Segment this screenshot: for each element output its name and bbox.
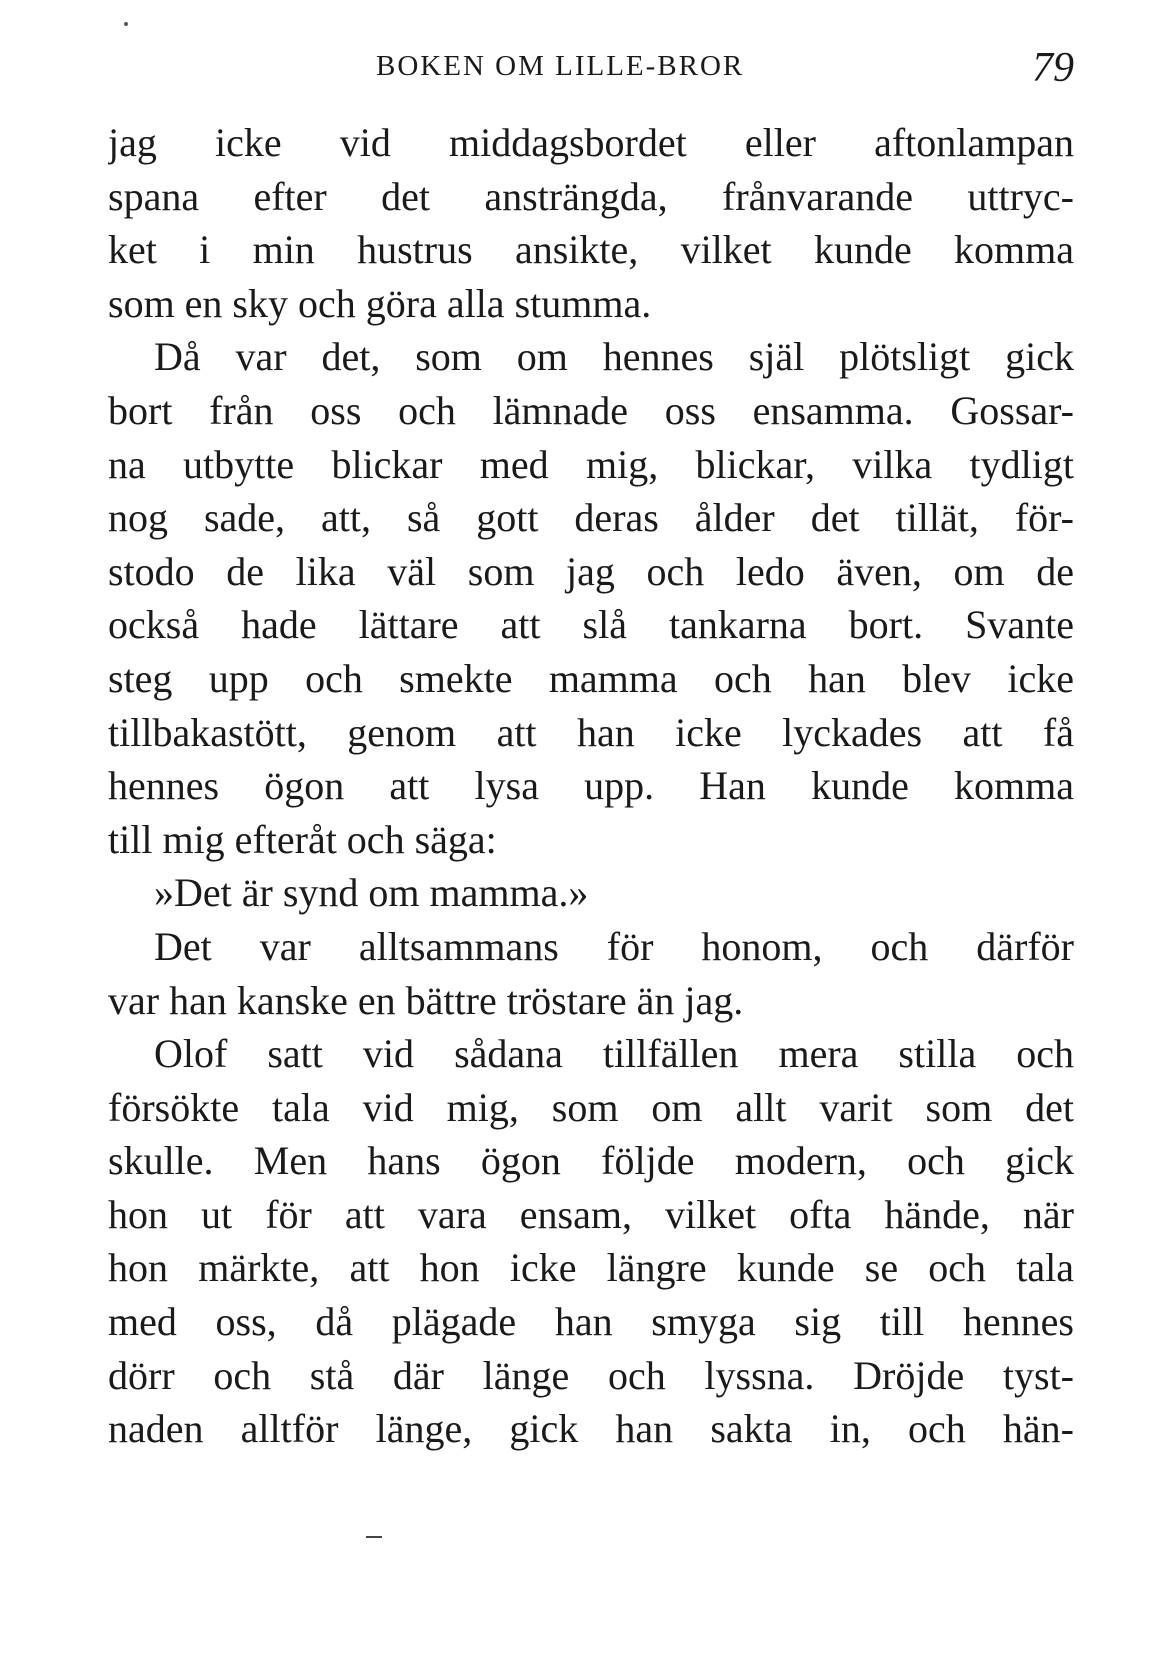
print-speck <box>124 22 128 26</box>
text-line: med oss, då plägade han smyga sig till hennes <box>108 1299 1074 1345</box>
text-line: försökte tala vid mig, som om allt varit som det <box>108 1084 1074 1130</box>
text-line: steg upp och smekte mamma och han blev icke <box>108 655 1074 701</box>
text-line: Då var det, som om hennes själ plötsligt gick <box>154 334 1074 380</box>
text-line: till mig efteråt och säga: <box>108 816 497 862</box>
text-line: stodo de lika väl som jag och ledo även, om de <box>108 548 1074 594</box>
text-line: tillbakastött, genom att han icke lyckades att få <box>108 709 1074 755</box>
page-number: 79 <box>1032 45 1074 91</box>
text-line: bort från oss och lämnade oss ensamma. Gossar- <box>108 387 1074 433</box>
text-line: ket i min hustrus ansikte, vilket kunde komma <box>108 227 1074 273</box>
text-line: jag icke vid middagsbordet eller aftonlampan <box>108 120 1074 165</box>
text-line: skulle. Men hans ögon följde modern, och gick <box>108 1138 1074 1184</box>
text-line: »Det är synd om mamma.» <box>154 870 589 916</box>
text-line: dörr och stå där länge och lyssna. Dröjde tyst- <box>108 1352 1074 1398</box>
text-line: Det var alltsammans för honom, och därför <box>154 923 1074 969</box>
text-line: spana efter det ansträngda, frånvarande uttryc- <box>108 173 1074 219</box>
text-line: hon ut för att vara ensam, vilket ofta hände, när <box>108 1191 1074 1237</box>
text-line: nog sade, att, så gott deras ålder det tillät, för- <box>108 495 1074 541</box>
text-line: som en sky och göra alla stumma. <box>108 280 652 326</box>
text-line: hon märkte, att hon icke längre kunde se och tala <box>108 1245 1074 1291</box>
text-line: na utbytte blickar med mig, blickar, vilka tydligt <box>108 441 1074 487</box>
page-header <box>108 44 1074 104</box>
body-text <box>108 116 1074 1456</box>
text-line: naden alltför länge, gick han sakta in, och hän- <box>108 1406 1074 1452</box>
text-line: hennes ögon att lysa upp. Han kunde komma <box>108 763 1074 809</box>
print-mark <box>366 1536 382 1538</box>
text-line: också hade lättare att slå tankarna bort. Svante <box>108 602 1074 648</box>
text-line: Olof satt vid sådana tillfällen mera stilla och <box>154 1031 1074 1077</box>
running-title: BOKEN OM LILLE-BROR <box>376 50 745 82</box>
text-line: var han kanske en bättre tröstare än jag. <box>108 977 744 1023</box>
